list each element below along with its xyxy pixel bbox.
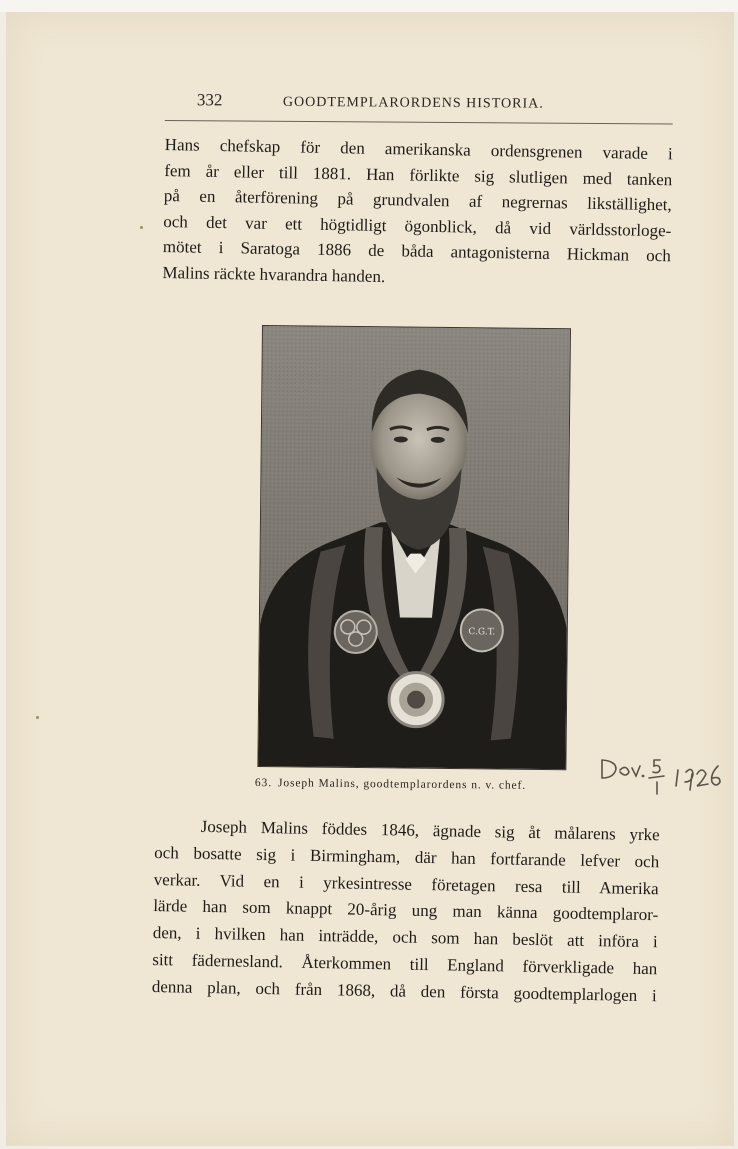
portrait-photo bbox=[257, 325, 571, 770]
handwriting-illustration bbox=[596, 752, 730, 802]
badge-text: C.G.T. bbox=[468, 627, 496, 638]
text-line: mötet i Saratoga 1886 de båda antagonisterna Hickman och bbox=[162, 237, 671, 266]
text-line: lärde han som knappt 20-årig ung man känna goodtemplaror- bbox=[153, 896, 659, 925]
handwritten-annotation bbox=[596, 752, 730, 802]
paragraph-1 bbox=[162, 132, 673, 295]
text-line: den, i hvilken han inträdde, och som han beslöt att införa i bbox=[152, 923, 658, 952]
text-line: och bosatte sig i Birmingham, där han fortfarande lefver och bbox=[154, 842, 660, 872]
portrait-illustration bbox=[258, 326, 570, 769]
text-line: verkar. Vid en i yrkesintresse företagen resa till Amerika bbox=[153, 869, 659, 898]
paper-speck bbox=[36, 716, 39, 719]
text-line: Malins räckte hvarandra handen. bbox=[162, 262, 386, 287]
figure-number: 63. bbox=[254, 777, 273, 790]
caption-text: Joseph Malins, goodtemplarordens n. v. chef. bbox=[277, 777, 527, 792]
text-line: fem år eller till 1881. Han förlikte sig slutligen med tanken bbox=[164, 160, 673, 189]
paragraph-2 bbox=[152, 813, 660, 1010]
text-line: på en återförening på grundvalen af negrernas likställighet, bbox=[163, 186, 672, 215]
page-number: 332 bbox=[196, 90, 223, 110]
running-title: GOODTEMPLARORDENS HISTORIA. bbox=[282, 94, 544, 112]
text-line: Hans chefskap för den amerikanska ordensgrenen varade i bbox=[164, 134, 673, 164]
text-line: Joseph Malins föddes 1846, ägnade sig åt målarens yrke bbox=[200, 816, 660, 845]
text-line: och det var ett högtidligt ögonblick, då vid världsstorloge- bbox=[163, 211, 672, 241]
paper-speck bbox=[140, 226, 143, 229]
page-header bbox=[165, 88, 673, 125]
text-line: denna plan, och från 1868, då den första goodtemplarlogen i bbox=[151, 976, 657, 1006]
scan-top-edge bbox=[0, 0, 738, 12]
text-line: sitt fädernesland. Återkommen till England förverkligade han bbox=[152, 949, 658, 979]
